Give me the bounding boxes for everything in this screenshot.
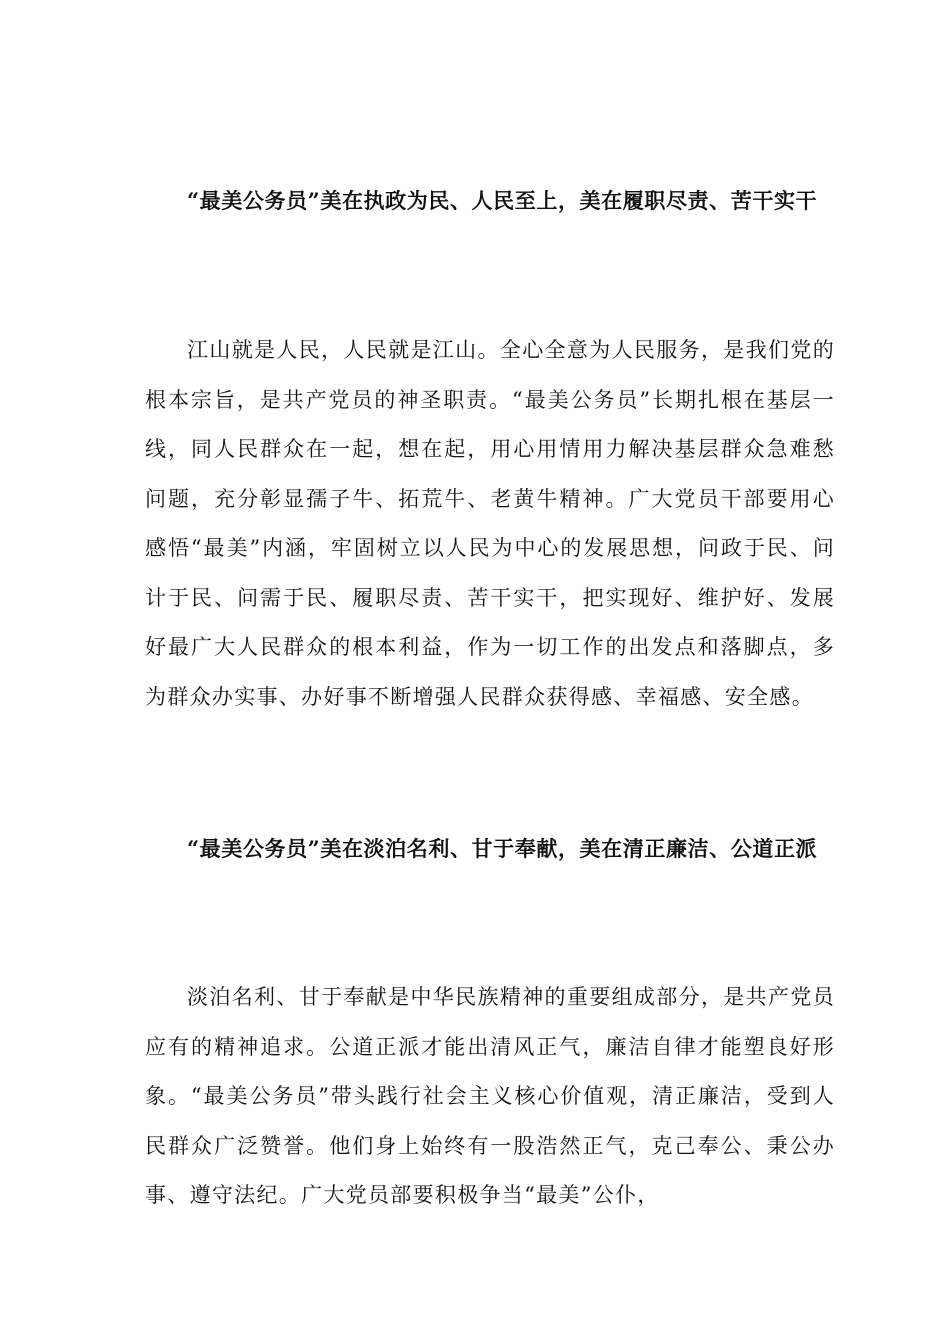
section-paragraph-1: 江山就是人民，人民就是江山。全心全意为人民服务，是我们党的根本宗旨，是共产党员的神圣职责。“最美公务员”长期扎根在基层一线，同人民群众在一起，想在起，用心用情用力解决基层群众急难愁问题，充分彰显孺子牛、拓荒牛、老黄牛精神。广大党员干部要用心感悟“最美”内涵，牢固树立以人民为中心的发展思想，问政于民、问计于民、问需于民、履职尽责、苦干实干，把实现好、维护好、发展好最广大人民群众的根本利益，作为一切工作的出发点和落脚点，多为群众办实事、办好事不断增强人民群众获得感、幸福感、安全感。 [145,338,835,709]
section-paragraph-2: 淡泊名利、甘于奉献是中华民族精神的重要组成部分，是共产党员应有的精神追求。公道正派才能出清风正气，廉洁自律才能塑良好形象。“最美公务员”带头践行社会主义核心价值观，清正廉洁，受到人民群众广泛赞誉。他们身上始终有一股浩然正气，克己奉公、秉公办事、遵守法纪。广大党员部要积极争当“最美”公仆， [145,985,835,1207]
section-heading-1: “最美公务员”美在执政为民、人民至上，美在履职尽责、苦干实干 [187,188,818,213]
document-page [145,0,835,1344]
section-heading-2: “最美公务员”美在淡泊名利、甘于奉献，美在清正廉洁、公道正派 [187,836,818,861]
